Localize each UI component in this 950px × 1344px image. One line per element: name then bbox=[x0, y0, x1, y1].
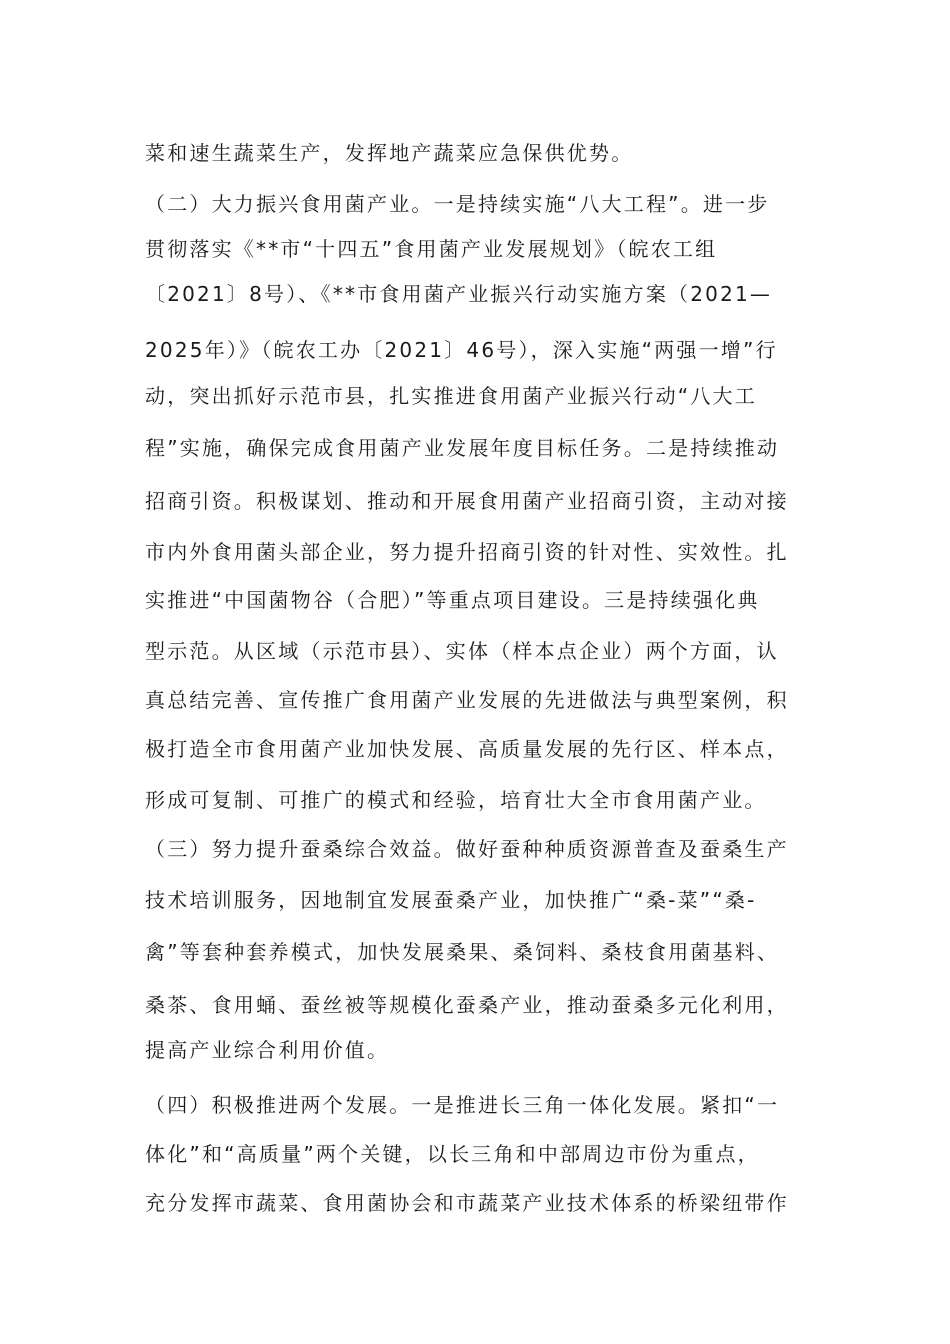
text-line: 技术培训服务，因地制宜发展蚕桑产业，加快推广“桑-菜”“桑- bbox=[145, 888, 757, 912]
text-line: （二）大力振兴食用菌产业。一是持续实施“八大工程”。进一步 bbox=[145, 192, 770, 216]
text-line: 形成可复制、可推广的模式和经验，培育壮大全市食用菌产业。 bbox=[145, 788, 767, 812]
text-line: 招商引资。积极谋划、推动和开展食用菌产业招商引资，主动对接 bbox=[145, 489, 789, 513]
text-line: 2025年）》（皖农工办〔2021〕46号），深入实施“两强一增”行 bbox=[145, 338, 778, 362]
text-line: 型示范。从区域（示范市县）、实体（样本点企业）两个方面，认 bbox=[145, 639, 779, 663]
text-line: 动，突出抓好示范市县，扎实推进食用菌产业振兴行动“八大工 bbox=[145, 384, 757, 408]
text-line: 程”实施，确保完成食用菌产业发展年度目标任务。二是持续推动 bbox=[145, 436, 780, 460]
text-line: 市内外食用菌头部企业，努力提升招商引资的针对性、实效性。扎 bbox=[145, 540, 789, 564]
text-line: （三）努力提升蚕桑综合效益。做好蚕种种质资源普查及蚕桑生产 bbox=[145, 837, 789, 861]
text-line: 真总结完善、宣传推广食用菌产业发展的先进做法与典型案例，积 bbox=[145, 688, 789, 712]
text-line: 桑茶、食用蛹、蚕丝被等规模化蚕桑产业，推动蚕桑多元化利用， bbox=[145, 993, 789, 1017]
text-line: 禽”等套种套养模式，加快发展桑果、桑饲料、桑枝食用菌基料、 bbox=[145, 940, 780, 964]
text-line: 极打造全市食用菌产业加快发展、高质量发展的先行区、样本点， bbox=[145, 737, 789, 761]
text-line: 实推进“中国菌物谷（合肥）”等重点项目建设。三是持续强化典 bbox=[145, 588, 760, 612]
text-line: 〔2021〕8号）、《**市食用菌产业振兴行动实施方案（2021— bbox=[145, 282, 773, 306]
text-line: 提高产业综合利用价值。 bbox=[145, 1038, 390, 1062]
text-line: （四）积极推进两个发展。一是推进长三角一体化发展。紧扣“一 bbox=[145, 1093, 780, 1117]
text-line: 贯彻落实《**市“十四五”食用菌产业发展规划》（皖农工组 bbox=[145, 237, 718, 261]
text-line: 菜和速生蔬菜生产，发挥地产蔬菜应急保供优势。 bbox=[145, 141, 634, 165]
text-line: 体化”和“高质量”两个关键，以长三角和中部周边市份为重点， bbox=[145, 1142, 760, 1166]
text-line: 充分发挥市蔬菜、食用菌协会和市蔬菜产业技术体系的桥梁纽带作 bbox=[145, 1191, 789, 1215]
